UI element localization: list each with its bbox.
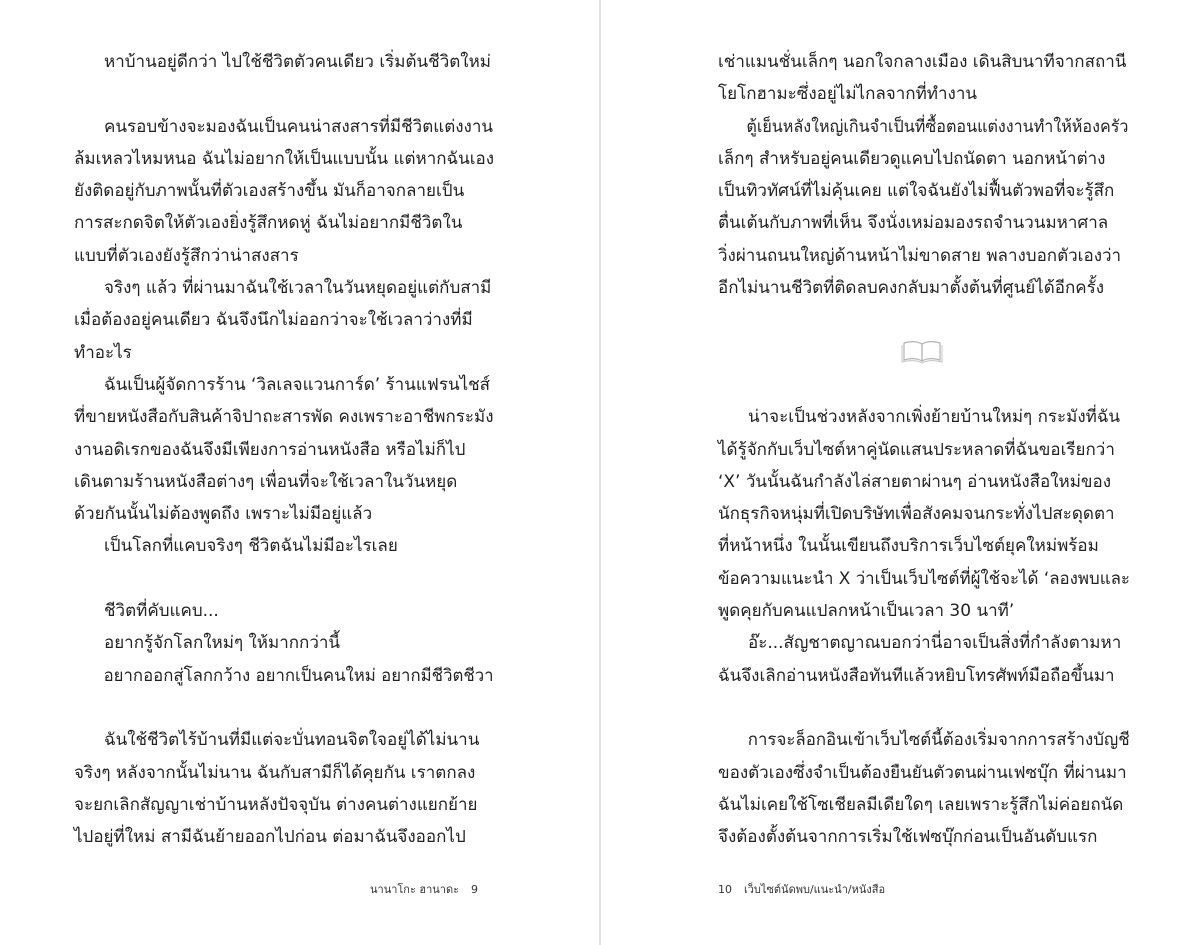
text-line: พูดคุยกับคนแปลกหน้าเป็นเวลา 30 นาที’: [718, 601, 1015, 622]
running-footer-title: เว็บไซต์นัดพบ/แนะนำ/หนังสือ: [744, 883, 886, 896]
right-page-text: [718, 46, 1130, 853]
text-line: ‘X’ วันนั้นฉันกำลังไล่สายตาผ่านๆ อ่านหนังสือใหม่ของ: [718, 471, 1112, 492]
text-line: ของตัวเองซึ่งจำเป็นต้องยืนยันตัวตนผ่านเฟซบุ๊ก ที่ผ่านมา: [718, 762, 1127, 783]
text-line: จริงๆ แล้ว ที่ผ่านมาฉันใช้เวลาในวันหยุดอยู่แต่กับสามี: [104, 278, 492, 299]
text-line: ฉันใช้ชีวิตไร้บ้านที่มีแต่จะบั่นทอนจิตใจอยู่ได้ไม่นาน: [104, 730, 480, 751]
text-line: ทำอะไร: [74, 342, 132, 363]
paragraph-gap: [74, 78, 494, 110]
paragraph-gap: [718, 304, 1130, 336]
text-line: จึงต้องตั้งต้นจากการเริ่มใช้เฟซบุ๊กก่อนเป็นอันดับแรก: [718, 827, 1098, 848]
page-number: 10: [718, 883, 732, 896]
text-line: โยโกฮามะซึ่งอยู่ไม่ไกลจากที่ทำงาน: [718, 84, 978, 105]
text-line: การสะกดจิตให้ตัวเองยิ่งรู้สึกหดหู่ ฉันไม่อยากมีชีวิตใน: [74, 213, 463, 234]
text-line: เช่าแมนชั่นเล็กๆ นอกใจกลางเมือง เดินสิบนาทีจากสถานี: [718, 52, 1127, 72]
text-line: ยังติดอยู่กับภาพนั้นที่ตัวเองสร้างขึ้น มันก็อาจกลายเป็น: [74, 181, 465, 202]
text-line: ล้มเหลวไหมหนอ ฉันไม่อยากให้เป็นแบบนั้น แต่หากฉันเอง: [74, 148, 494, 169]
text-line: หาบ้านอยู่ดีกว่า ไปใช้ชีวิตตัวคนเดียว เริ่มต้นชีวิตใหม่: [104, 52, 491, 72]
right-page: [601, 0, 1200, 945]
paragraph-gap: [718, 692, 1130, 724]
text-line: เป็นโลกที่แคบจริงๆ ชีวิตฉันไม่มีอะไรเลย: [104, 536, 398, 557]
text-line: ได้รู้จักกับเว็บไซต์หาคู่นัดแสนประหลาดที่ฉันขอเรียกว่า: [718, 439, 1115, 460]
left-page-footer: [370, 880, 490, 898]
left-page: [0, 0, 599, 945]
text-line: แบบที่ตัวเองยังรู้สึกว่าน่าสงสาร: [74, 245, 299, 266]
text-line: จริงๆ หลังจากนั้นไม่นาน ฉันกับสามีก็ได้คุยกัน เราตกลง: [74, 762, 476, 783]
right-page-footer: [718, 880, 897, 898]
text-line: ฉันไม่เคยใช้โซเชียลมีเดียใดๆ เลยเพราะรู้สึกไม่ค่อยถนัด: [718, 794, 1124, 815]
text-line: คนรอบข้างจะมองฉันเป็นคนน่าสงสารที่มีชีวิตแต่งงาน: [104, 116, 494, 137]
paragraph-gap: [74, 563, 494, 595]
text-line: ที่หน้าหนึ่ง ในนั้นเขียนถึงบริการเว็บไซต์ยุคใหม่พร้อม: [718, 536, 1099, 557]
text-line: วิ่งผ่านถนนใหญ่ด้านหน้าไม่ขาดสาย พลางบอกตัวเองว่า: [718, 245, 1122, 266]
paragraph-gap: [718, 369, 1130, 401]
text-line: ที่ขายหนังสือกับสินค้าจิปาถะสารพัด คงเพราะอาชีพกระมัง: [74, 407, 494, 428]
text-line: อ๊ะ...สัญชาตญาณบอกว่านี่อาจเป็นสิ่งที่กำลังตามหา: [748, 633, 1122, 654]
text-line: อยากรู้จักโลกใหม่ๆ ให้มากกว่านี้: [104, 633, 341, 654]
text-line: เมื่อต้องอยู่คนเดียว ฉันจึงนึกไม่ออกว่าจะใช้เวลาว่างที่มี: [74, 310, 473, 331]
text-line: ชีวิตที่คับแคบ...: [104, 601, 219, 622]
text-line: ด้วยกันนั้นไม่ต้องพูดถึง เพราะไม่มีอยู่แล้ว: [74, 504, 373, 525]
text-line: เป็นทิวทัศน์ที่ไม่คุ้นเคย แต่ใจฉันยังไม่ฟื้นตัวพอที่จะรู้สึก: [718, 181, 1115, 202]
text-line: ตื่นเต้นกับภาพที่เห็น จึงนั่งเหม่อมองรถจำนวนมหาศาล: [718, 213, 1109, 234]
text-line: ไปอยู่ที่ใหม่ สามีฉันย้ายออกไปก่อน ต่อมาฉันจึงออกไป: [74, 827, 466, 848]
running-footer-author: นานาโกะ ฮานาดะ: [370, 883, 460, 896]
text-line: เดินตามร้านหนังสือต่างๆ เพื่อนที่จะใช้เวลาในวันหยุด: [74, 471, 458, 492]
text-line: ตู้เย็นหลังใหญ่เกินจำเป็นที่ซื้อตอนแต่งงานทำให้ห้องครัว: [746, 116, 1129, 137]
text-line: นักธุรกิจหนุ่มที่เปิดบริษัทเพื่อสังคมจนกระทั่งไปสะดุดตา: [718, 504, 1115, 525]
open-book-icon: [900, 337, 944, 365]
text-line: ฉันจึงเลิกอ่านหนังสือทันทีแล้วหยิบโทรศัพท์มือถือขึ้นมา: [718, 665, 1115, 686]
text-line: การจะล็อกอินเข้าเว็บไซต์นี้ต้องเริ่มจากการสร้างบัญชี: [747, 730, 1130, 751]
section-break: [718, 337, 1130, 369]
text-line: อยากออกสู่โลกกว้าง อยากเป็นคนใหม่ อยากมีชีวิตชีวา: [103, 665, 494, 686]
page-number: 9: [471, 883, 479, 896]
left-page-text: [74, 46, 494, 853]
text-line: น่าจะเป็นช่วงหลังจากเพิ่งย้ายบ้านใหม่ๆ กระมังที่ฉัน: [748, 407, 1121, 428]
text-line: งานอดิเรกของฉันจึงมีเพียงการอ่านหนังสือ หรือไม่ก็ไป: [74, 439, 466, 460]
text-line: เล็กๆ สำหรับอยู่คนเดียวดูแคบไปถนัดตา นอกหน้าต่าง: [718, 148, 1106, 169]
text-line: อีกไม่นานชีวิตที่ติดลบคงกลับมาตั้งต้นที่ศูนย์ได้อีกครั้ง: [718, 278, 1105, 299]
paragraph-gap: [74, 692, 494, 724]
text-line: จะยกเลิกสัญญาเช่าบ้านหลังปัจจุบัน ต่างคนต่างแยกย้าย: [74, 794, 478, 815]
text-line: ฉันเป็นผู้จัดการร้าน ‘วิลเลจแวนการ์ด’ ร้านแฟรนไชส์: [104, 374, 491, 395]
text-line: ข้อความแนะนำ X ว่าเป็นเว็บไซต์ที่ผู้ใช้จะได้ ‘ลองพบและ: [718, 568, 1130, 589]
